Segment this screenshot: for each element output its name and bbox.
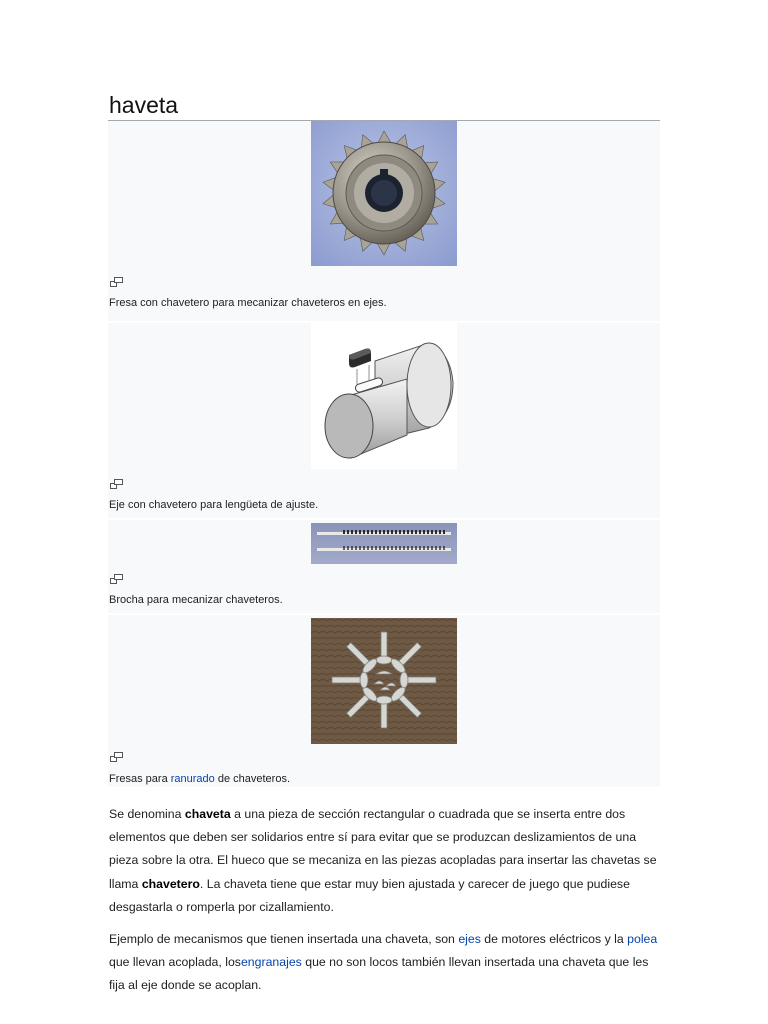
magnify-icon[interactable] [110, 479, 123, 489]
magnify-icon[interactable] [110, 574, 123, 584]
figure-keyseat-cutters [108, 615, 660, 787]
figure-caption: Fresas para ranurado de chaveteros. [109, 773, 291, 785]
paragraph-examples: Ejemplo de mecanismos que tienen insertada una chaveta, son ejes de motores eléctricos y la polea que llevan acoplada, losengranajes que no son locos también llevan insertada una chaveta que les fija al eje donde se acoplan. [109, 932, 658, 993]
magnify-icon[interactable] [110, 752, 123, 762]
figure-caption: Brocha para mecanizar chaveteros. [109, 594, 283, 606]
figure-broach [108, 520, 660, 613]
link-ranurado[interactable]: ranurado [170, 773, 215, 785]
milling-cutter-image[interactable] [311, 121, 457, 266]
figure-milling-cutter [108, 121, 660, 321]
shaft-keyway-image[interactable] [311, 323, 457, 469]
page-title: haveta [109, 92, 179, 118]
paragraph-definition: Se denomina chaveta a una pieza de sección rectangular o cuadrada que se inserta entre dos elementos que deben ser solidarios entre sí para evitar que se produzcan deslizamientos de una pieza sobre la otra. El hueco que se mecaniza en las piezas acopladas para insertar las chavetas se llama chavetero. La chaveta tiene que estar muy bien ajustada y carecer de juego que pudiese desgastarla o romperla por cizallamiento. [109, 807, 657, 914]
link-ejes[interactable]: ejes [458, 932, 481, 946]
broach-image[interactable] [311, 523, 457, 564]
link-engranajes[interactable]: engranajes [240, 955, 302, 970]
magnify-icon[interactable] [110, 277, 123, 287]
figure-shaft-keyway [108, 323, 660, 518]
figure-caption: Fresa con chavetero para mecanizar chaveteros en ejes. [109, 297, 387, 309]
link-polea[interactable]: polea [627, 932, 658, 946]
figure-caption: Eje con chavetero para lengüeta de ajuste. [109, 499, 319, 511]
keyseat-cutters-image[interactable] [311, 618, 457, 744]
